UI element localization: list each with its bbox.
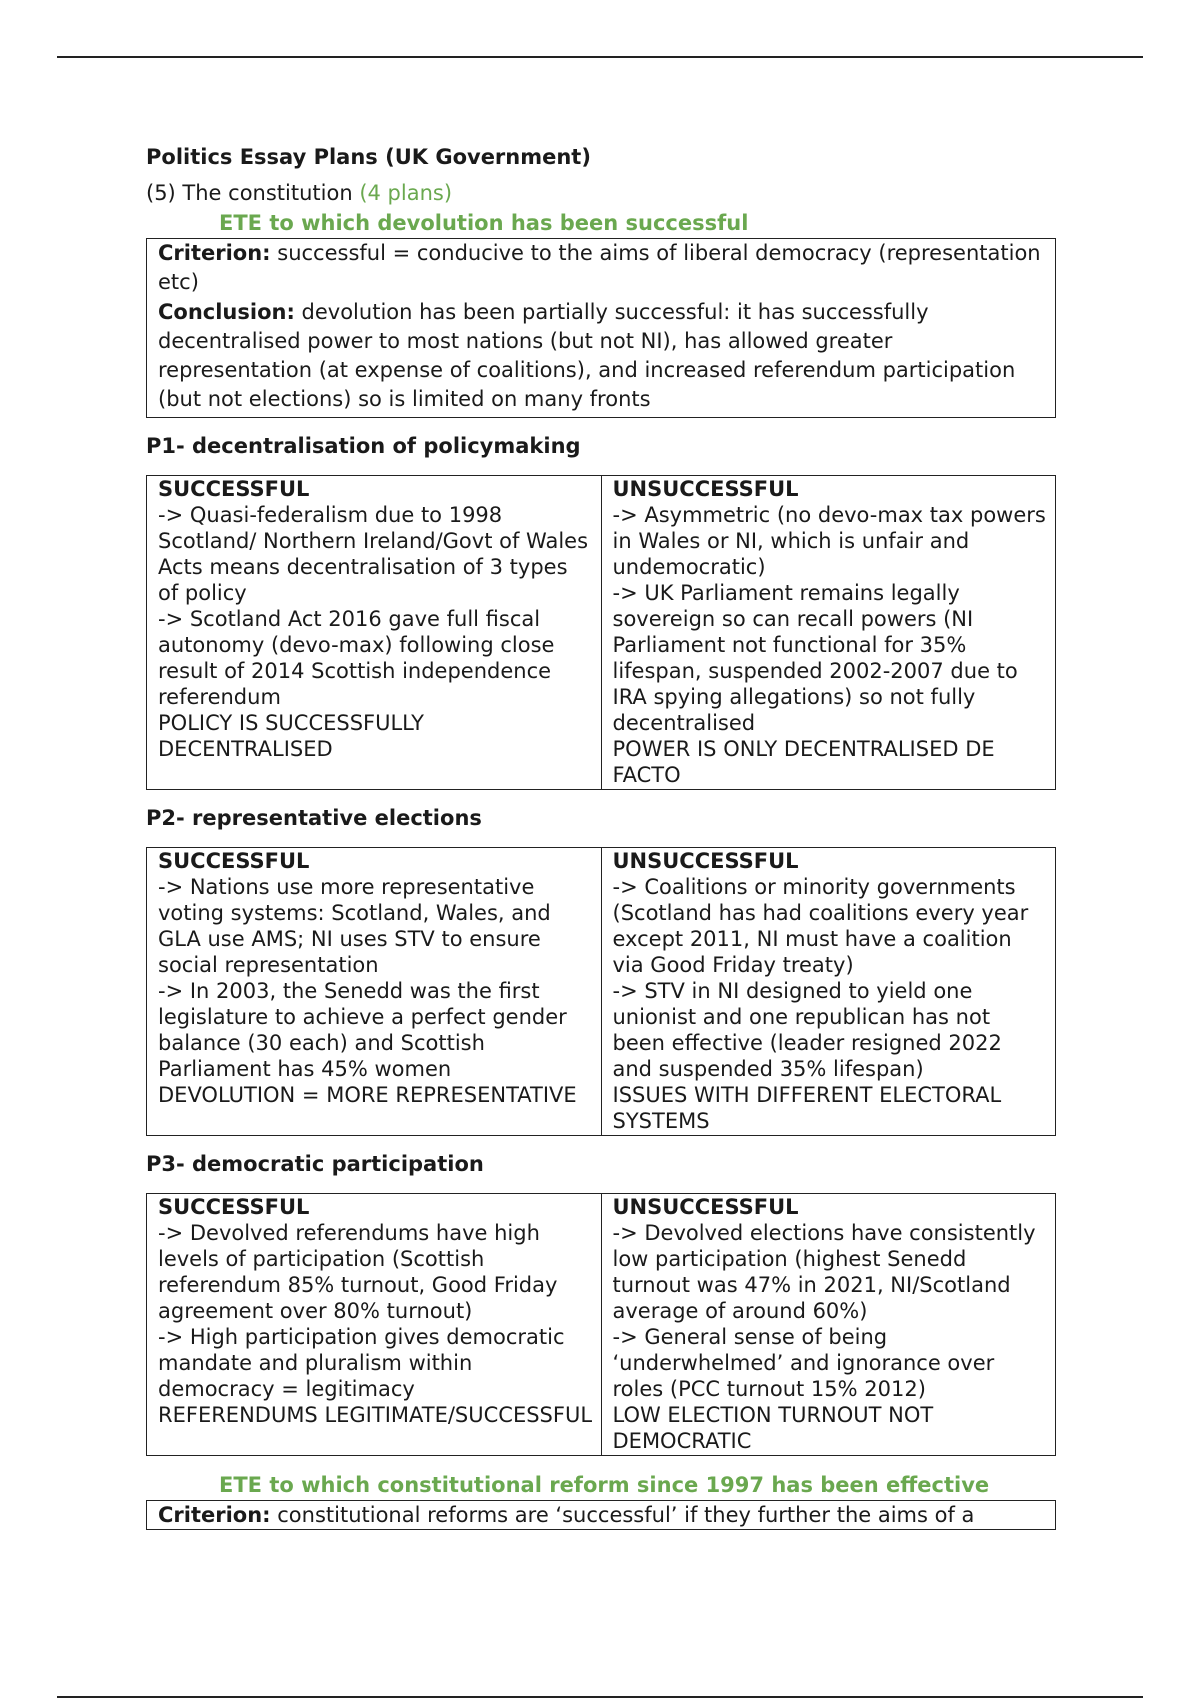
successful-column (147, 848, 601, 1135)
argument-point: -> Devolved elections have consistently low participation (highest Senedd turnout was 47% in 2021, NI/Scotland average of around 60%) (612, 1221, 1036, 1323)
criterion-label: Criterion: (158, 1503, 271, 1527)
conclusion-text: devolution has been partially successful: it has successfully decentralised power to most nations (but not NI), has allowed greater representation (at expense of coalitions), and increased referendum participation (but not elections) so is limited on many fronts (158, 300, 1016, 411)
conclusion-paragraph (158, 298, 1045, 414)
column-header: UNSUCCESSFUL (612, 1195, 799, 1219)
criterion-conclusion-box (146, 238, 1056, 418)
unsuccessful-column (601, 1194, 1056, 1455)
argument-point: -> Devolved referendums have high levels of participation (Scottish referendum 85% turnout, Good Friday agreement over 80% turnout) (158, 1221, 558, 1323)
argument-point: -> General sense of being ‘underwhelmed’ and ignorance over roles (PCC turnout 15% 2012) (612, 1325, 995, 1401)
argument-summary: DEVOLUTION = MORE REPRESENTATIVE (158, 1083, 577, 1107)
paragraph-heading-p2: P2- representative elections (146, 806, 482, 830)
criterion-paragraph (158, 239, 1045, 297)
argument-summary: LOW ELECTION TURNOUT NOT DEMOCRATIC (612, 1403, 934, 1453)
plans-count-note: (4 plans) (359, 181, 453, 205)
conclusion-label: Conclusion: (158, 300, 295, 324)
criterion-text: successful = conducive to the aims of liberal democracy (representation etc) (158, 241, 1041, 294)
successful-column (147, 1194, 601, 1455)
argument-point: -> High participation gives democratic mandate and pluralism within democracy = legitimacy (158, 1325, 565, 1401)
document-body (146, 142, 1056, 1530)
section-label: (5) The constitution (146, 181, 353, 205)
plan-heading-devolution: ETE to which devolution has been successful (219, 211, 749, 235)
column-header: SUCCESSFUL (158, 477, 310, 501)
argument-point: -> UK Parliament remains legally sovereign so can recall powers (NI Parliament not functional for 35% lifespan, suspended 2002-2007 due to IRA spying allegations) so not fully decentralised (612, 581, 1018, 735)
paragraph-heading-p1: P1- decentralisation of policymaking (146, 434, 581, 458)
argument-point: -> In 2003, the Senedd was the first legislature to achieve a perfect gender balance (30 each) and Scottish Parliament has 45% women (158, 979, 567, 1081)
successful-column (147, 476, 601, 789)
criterion-text: constitutional reforms are ‘successful’ if they further the aims of a (270, 1503, 975, 1527)
section-title (146, 178, 1056, 208)
footer-rule (57, 1696, 1143, 1698)
criterion-box-plan2 (146, 1500, 1056, 1530)
argument-summary: REFERENDUMS LEGITIMATE/SUCCESSFUL (158, 1403, 593, 1427)
plan-heading-constitutional-reform: ETE to which constitutional reform since 1997 has been effective (219, 1473, 990, 1497)
column-header: SUCCESSFUL (158, 849, 310, 873)
column-header: UNSUCCESSFUL (612, 849, 799, 873)
column-header: UNSUCCESSFUL (612, 477, 799, 501)
argument-summary: POLICY IS SUCCESSFULLY DECENTRALISED (158, 711, 424, 761)
argument-point: -> Asymmetric (no devo-max tax powers in Wales or NI, which is unfair and undemocratic) (612, 503, 1046, 579)
column-header: SUCCESSFUL (158, 1195, 310, 1219)
unsuccessful-column (601, 476, 1056, 789)
paragraph-table-p1 (146, 475, 1056, 790)
argument-point: -> STV in NI designed to yield one unionist and one republican has not been effective (leader resigned 2022 and suspended 35% lifespan) (612, 979, 1002, 1081)
paragraph-table-p3 (146, 1193, 1056, 1456)
paragraph-heading-p3: P3- democratic participation (146, 1152, 484, 1176)
argument-summary: ISSUES WITH DIFFERENT ELECTORAL SYSTEMS (612, 1083, 1002, 1133)
argument-point: -> Quasi-federalism due to 1998 Scotland/ Northern Ireland/Govt of Wales Acts means decentralisation of 3 types of policy (158, 503, 589, 605)
unsuccessful-column (601, 848, 1056, 1135)
argument-summary: POWER IS ONLY DECENTRALISED DE FACTO (612, 737, 995, 787)
argument-point: -> Scotland Act 2016 gave full fiscal autonomy (devo-max) following close result of 2014 Scottish independence referendum (158, 607, 555, 709)
document-title: Politics Essay Plans (UK Government) (146, 145, 591, 169)
header-rule (57, 56, 1143, 58)
argument-point: -> Nations use more representative voting systems: Scotland, Wales, and GLA use AMS; NI uses STV to ensure social representation (158, 875, 551, 977)
paragraph-table-p2 (146, 847, 1056, 1136)
argument-point: -> Coalitions or minority governments (Scotland has had coalitions every year except 2011, NI must have a coalition via Good Friday treaty) (612, 875, 1029, 977)
criterion-label: Criterion: (158, 241, 271, 265)
